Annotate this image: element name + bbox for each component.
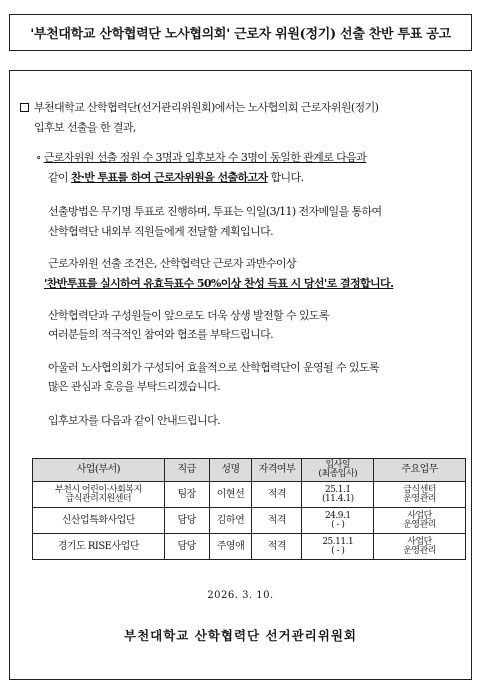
guide-line: 입후보자를 다음과 같이 안내드립니다. xyxy=(48,414,221,427)
header-rank: 직급 xyxy=(164,459,209,482)
cell-rank: 팀장 xyxy=(164,482,209,508)
cell-dept: 신산업특화사업단 xyxy=(33,508,165,534)
candidate-table xyxy=(32,458,466,560)
table-row xyxy=(33,482,466,508)
cell-eligibility: 적격 xyxy=(252,508,302,534)
method-line-2: 산학협력단 내외부 직원들에게 전달할 계획입니다. xyxy=(48,225,274,238)
notice-title xyxy=(9,14,472,51)
notice-date: 2026. 3. 10. xyxy=(207,590,274,601)
cell-join-date: 25.1.1 (11.4.1) xyxy=(302,482,374,508)
table-header-row xyxy=(33,459,466,482)
header-name: 성명 xyxy=(209,459,252,482)
header-duty: 주요업무 xyxy=(374,459,466,482)
cell-duty: 사업단 운영관리 xyxy=(374,508,466,534)
cell-eligibility: 적격 xyxy=(252,482,302,508)
cell-join-date: 25.11.1 ( - ) xyxy=(302,534,374,560)
also-line-2: 많은 관심과 호응을 부탁드리겠습니다. xyxy=(48,380,221,393)
bullet-line-1: ∘ 근로자위원 선출 정원 수 3명과 입후보자 수 3명이 동일한 관계로 다음과 xyxy=(36,151,367,164)
notice-title-text: '부천대학교 산학협력단 노사협의회' 근로자 위원(정기) 선출 찬반 투표 공고 xyxy=(30,27,451,42)
cell-rank: 담당 xyxy=(164,534,209,560)
cell-rank: 담당 xyxy=(164,508,209,534)
cell-join-date: 24.9.1 ( - ) xyxy=(302,508,374,534)
header-dept: 사업(부서) xyxy=(33,459,165,482)
header-join-date: 입사일 (최종입사) xyxy=(302,459,374,482)
bullet-line-2: 같이 찬·반 투표를 하여 근로자위원을 선출하고자 합니다. xyxy=(48,171,304,184)
table-row xyxy=(33,534,466,560)
cell-dept: 부천시 어린이·사회복지 급식관리지원센터 xyxy=(33,482,165,508)
cooperation-line-2: 여러분들의 적극적인 참여와 협조를 부탁드립니다. xyxy=(48,328,274,341)
cooperation-line-1: 산학협력단과 구성원들이 앞으로도 더욱 상생 발전할 수 있도록 xyxy=(48,309,329,322)
issuer-signature: 부천대학교 산학협력단 선거관리위원회 xyxy=(124,628,357,643)
condition-line-1: 근로자위원 선출 조건은, 산학협력단 근로자 과반수이상 xyxy=(48,257,296,270)
cell-name: 이현선 xyxy=(209,482,252,508)
intro-line-2: 입후보 선출을 한 결과, xyxy=(34,121,136,134)
bullet-dot-icon: ∘ xyxy=(36,151,44,164)
cell-duty: 급식센터 운영관리 xyxy=(374,482,466,508)
also-line-1: 아울러 노사협의회가 구성되어 효율적으로 산학협력단이 운영될 수 있도록 xyxy=(48,361,380,374)
condition-line-2: '찬반투표를 실시하여 유효득표수 50%이상 찬성 득표 시 당선'로 결정합니다. xyxy=(44,277,394,290)
intro-line-1: 부천대학교 산학협력단(선거관리위원회)에서는 노사협의회 근로자위원(정기) xyxy=(20,101,378,115)
checkbox-square-icon xyxy=(20,103,29,112)
method-line-1: 선출방법은 무기명 투표로 진행하며, 투표는 익일(3/11) 전자메일을 통하여 xyxy=(48,205,382,218)
header-eligibility: 자격여부 xyxy=(252,459,302,482)
cell-duty: 사업단 운영관리 xyxy=(374,534,466,560)
cell-name: 김하연 xyxy=(209,508,252,534)
cell-dept: 경기도 RISE사업단 xyxy=(33,534,165,560)
table-row xyxy=(33,508,466,534)
cell-eligibility: 적격 xyxy=(252,534,302,560)
cell-name: 주영애 xyxy=(209,534,252,560)
